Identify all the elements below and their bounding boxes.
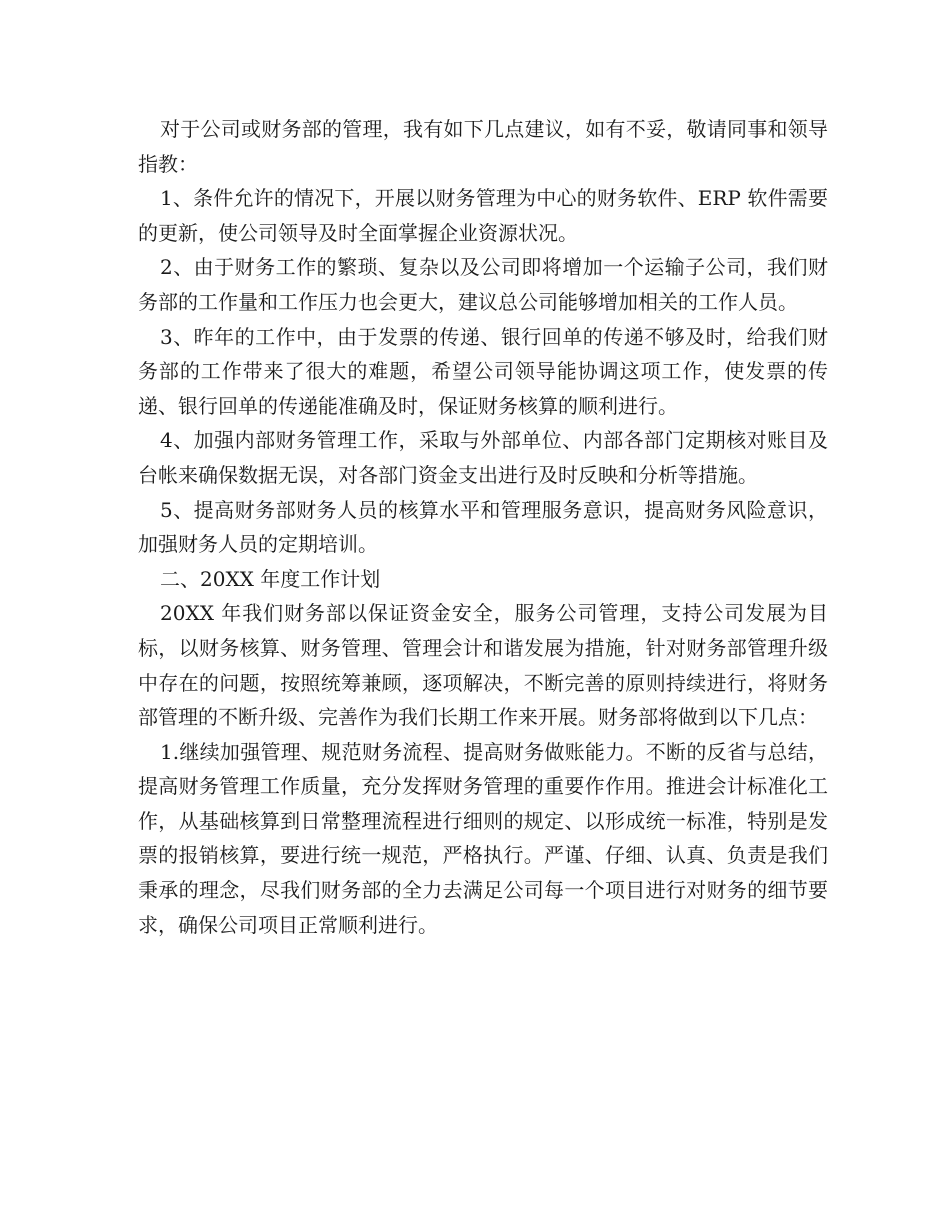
- document-body: [138, 112, 828, 942]
- paragraph-suggestion-5: 5、提高财务部财务人员的核算水平和管理服务意识，提高财务风险意识，加强财务人员的定期培训。: [138, 497, 828, 557]
- paragraph-suggestion-4: 4、加强内部财务管理工作，采取与外部单位、内部各部门定期核对账目及台帐来确保数据无误，对各部门资金支出进行及时反映和分析等措施。: [138, 428, 828, 487]
- section-heading-annual-plan: 二、20XX 年度工作计划: [160, 566, 381, 591]
- paragraph-suggestions-intro: 对于公司或财务部的管理，我有如下几点建议，如有不妥，敬请同事和领导指教：: [138, 117, 828, 176]
- paragraph-annual-plan-intro: 20XX 年我们财务部以保证资金安全，服务公司管理，支持公司发展为目标，以财务核算、财务管理、管理会计和谐发展为措施，针对财务部管理升级中存在的问题，按照统筹兼顾，逐项解决，不断完善的原则持续进行，将财务部管理的不断升级、完善作为我们长期工作来开展。财务部将做到以下几点：: [138, 601, 828, 730]
- paragraph-suggestion-1: 1、条件允许的情况下，开展以财务管理为中心的财务软件、ERP 软件需要的更新，使公司领导及时全面掌握企业资源状况。: [138, 186, 828, 245]
- paragraph-plan-item-1: 1.继续加强管理、规范财务流程、提高财务做账能力。不断的反省与总结，提高财务管理工作质量，充分发挥财务管理的重要作作用。推进会计标准化工作，从基础核算到日常整理流程进行细则的规定、以形成统一标准，特别是发票的报销核算，要进行统一规范，严格执行。严谨、仔细、认真、负责是我们秉承的理念，尽我们财务部的全力去满足公司每一个项目进行对财务的细节要求，确保公司项目正常顺利进行。: [138, 739, 828, 937]
- paragraph-suggestion-3: 3、昨年的工作中，由于发票的传递、银行回单的传递不够及时，给我们财务部的工作带来了很大的难题，希望公司领导能协调这项工作，使发票的传递、银行回单的传递能准确及时，保证财务核算的顺利进行。: [138, 324, 828, 418]
- paragraph-suggestion-2: 2、由于财务工作的繁琐、复杂以及公司即将增加一个运输子公司，我们财务部的工作量和工作压力也会更大，建议总公司能够增加相关的工作人员。: [138, 255, 828, 314]
